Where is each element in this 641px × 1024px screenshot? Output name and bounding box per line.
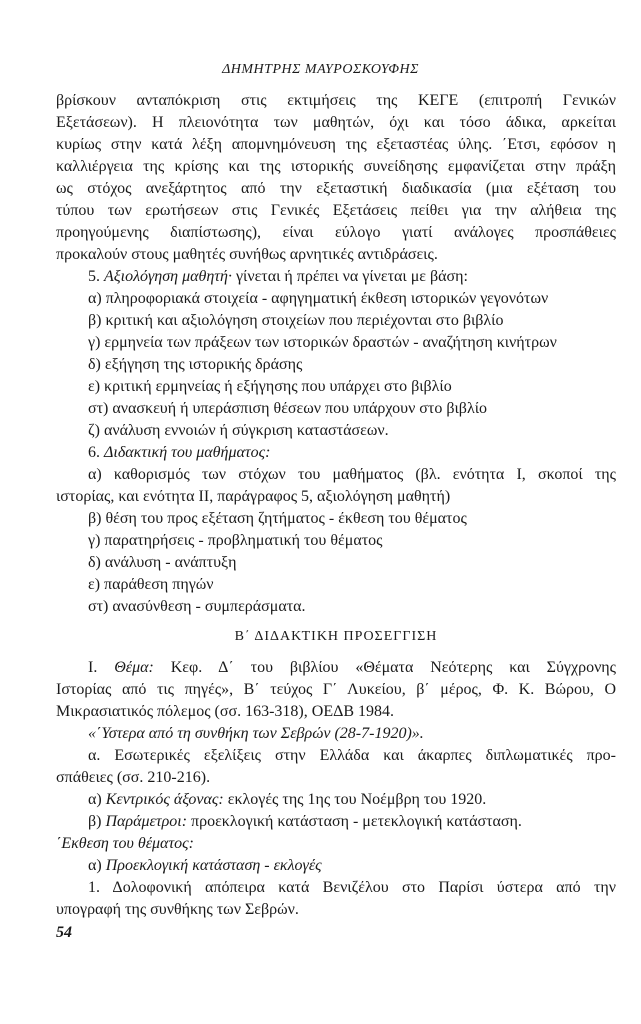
text-line xyxy=(56,420,616,442)
text-run: ε) κριτική ερμηνείας ή εξήγησης που υπάρχει στο βιβλίο xyxy=(88,378,452,395)
text-line xyxy=(56,332,616,354)
text-line xyxy=(56,855,616,877)
italic-text: Παράμετροι: xyxy=(105,813,188,830)
text-run: α) xyxy=(88,857,106,874)
text-run: καλλιέργεια της κρίσης και της ιστορικής συνείδησης εμφανίζεται στην πράξη xyxy=(56,158,616,175)
italic-text: Κεντρικός άξονας: xyxy=(105,791,224,808)
text-run: Κεφ. Δ΄ του βιβλίου «Θέματα Νεότερης και Σύγχρονης xyxy=(153,659,616,676)
text-run: β) xyxy=(88,813,106,830)
text-run: 5. xyxy=(88,268,104,285)
text-line xyxy=(56,464,616,486)
italic-text: Διδακτική του μαθήματος: xyxy=(104,444,271,461)
text-run: προεκλογική κατάσταση - μετεκλογική κατάσταση. xyxy=(187,813,522,830)
text-run: ιστορίας, και ενότητα ΙΙ, παράγραφος 5, αξιολόγηση μαθητή) xyxy=(56,488,451,505)
text-line xyxy=(56,552,616,574)
text-line xyxy=(56,156,616,178)
text-line xyxy=(56,310,616,332)
text-line xyxy=(56,486,616,508)
text-run: α) xyxy=(88,791,106,808)
text-run: δ) ανάλυση - ανάπτυξη xyxy=(88,554,237,571)
italic-text: Προεκλογική κατάσταση - εκλογές xyxy=(105,857,322,874)
text-line xyxy=(56,679,616,701)
italic-text: Αξιολόγηση μαθητή· xyxy=(104,268,232,285)
text-line xyxy=(56,877,616,899)
text-line xyxy=(56,200,616,222)
text-line xyxy=(56,442,616,464)
text-line xyxy=(56,811,616,833)
text-line xyxy=(56,134,616,156)
text-run: εκλογές της 1ης του Νοέμβρη του 1920. xyxy=(223,791,487,808)
text-line xyxy=(56,899,616,921)
text-line xyxy=(56,530,616,552)
italic-text: ΄Εκθεση του θέματος: xyxy=(56,835,194,852)
text-line xyxy=(56,745,616,767)
italic-text: «΄Υστερα από τη συνθήκη των Σεβρών (28-7-1920)». xyxy=(88,725,424,742)
text-line xyxy=(56,288,616,310)
text-line xyxy=(56,222,616,244)
page-body xyxy=(56,90,616,921)
text-run: Ιστορίας από τις πηγές», Β΄ τεύχος Γ΄ Λυκείου, β΄ μέρος, Φ. Κ. Βώρου, Ο xyxy=(56,681,616,698)
text-run: κυρίως στην κατά λέξη απομνημόνευση της εξεταστέας ύλης. ΄Ετσι, εφόσον η xyxy=(56,136,616,153)
text-run: γ) παρατηρήσεις - προβληματική του θέματος xyxy=(88,532,383,549)
text-run: στ) ανασκευή ή υπεράσπιση θέσεων που υπάρχουν στο βιβλίο xyxy=(88,400,487,417)
text-run: βρίσκουν ανταπόκριση στις εκτιμήσεις της ΚΕΓΕ (επιτροπή Γενικών xyxy=(56,92,616,109)
text-run: Εξετάσεων). Η πλειονότητα των μαθητών, όχι και τόσο άδικα, αρκείται xyxy=(56,114,616,131)
running-header: ΔΗΜΗΤΡΗΣ ΜΑΥΡΟΣΚΟΥΦΗΣ xyxy=(222,62,419,77)
page-number: 54 xyxy=(56,924,72,941)
text-line xyxy=(56,596,616,618)
text-run: ζ) ανάλυση εννοιών ή σύγκριση καταστάσεων. xyxy=(88,422,389,439)
text-line xyxy=(56,178,616,200)
text-run: προηγούμενης διαπίστωσης), είναι εύλογο γιατί ανάλογες προσπάθειες xyxy=(56,224,616,241)
text-line xyxy=(56,833,616,855)
text-run: προκαλούν στους μαθητές συνήθως αρνητικές αντιδράσεις. xyxy=(56,246,438,263)
text-run: β) κριτική και αξιολόγηση στοιχείων που περιέχονται στο βιβλίο xyxy=(88,312,504,329)
text-line xyxy=(56,266,616,288)
text-run: 6. xyxy=(88,444,104,461)
text-run: τύπου των ερωτήσεων στις Γενικές Εξετάσεις πείθει για την αλήθεια της xyxy=(56,202,616,219)
text-line xyxy=(56,723,616,745)
text-run: α) πληροφοριακά στοιχεία - αφηγηματική έκθεση ιστορικών γεγονότων xyxy=(88,290,549,307)
text-run: α. Εσωτερικές εξελίξεις στην Ελλάδα και άκαρπες διπλωματικές προ- xyxy=(88,747,616,764)
text-line xyxy=(56,244,616,266)
text-run: 1. Δολοφονική απόπειρα κατά Βενιζέλου στο Παρίσι ύστερα από την xyxy=(88,879,616,896)
text-run: σπάθειες (σσ. 210-216). xyxy=(56,769,211,786)
text-line xyxy=(56,657,616,679)
text-line xyxy=(56,354,616,376)
text-run: γίνεται ή πρέπει να γίνεται με βάση: xyxy=(231,268,468,285)
text-line xyxy=(56,90,616,112)
text-line xyxy=(56,508,616,530)
italic-text: Θέμα: xyxy=(114,659,154,676)
text-run: Ι. xyxy=(88,659,115,676)
text-line xyxy=(56,112,616,134)
text-run: β) θέση του προς εξέταση ζητήματος - έκθεση του θέματος xyxy=(88,510,467,527)
text-run: δ) εξήγηση της ιστορικής δράσης xyxy=(88,356,303,373)
text-run: Μικρασιατικός πόλεμος (σσ. 163-318), ΟΕΔΒ 1984. xyxy=(56,703,395,720)
text-line xyxy=(56,574,616,596)
section-heading xyxy=(56,626,616,648)
text-run: υπογραφή της συνθήκης των Σεβρών. xyxy=(56,901,299,918)
text-run: α) καθορισμός των στόχων του μαθήματος (βλ. ενότητα Ι, σκοποί της xyxy=(88,466,616,483)
text-line xyxy=(56,767,616,789)
text-line xyxy=(56,789,616,811)
text-line xyxy=(56,701,616,723)
text-run: γ) ερμηνεία των πράξεων των ιστορικών δραστών - αναζήτηση κινήτρων xyxy=(88,334,557,351)
text-run: στ) ανασύνθεση - συμπεράσματα. xyxy=(88,598,306,615)
text-line xyxy=(56,376,616,398)
text-run: Β΄ ΔΙΔΑΚΤΙΚΗ ΠΡΟΣΕΓΓΙΣΗ xyxy=(234,629,438,644)
text-line xyxy=(56,398,616,420)
text-run: ως στόχος ανεξάρτητος από την εξεταστική διαδικασία (μια εξέταση του xyxy=(56,180,616,197)
text-run: ε) παράθεση πηγών xyxy=(88,576,214,593)
